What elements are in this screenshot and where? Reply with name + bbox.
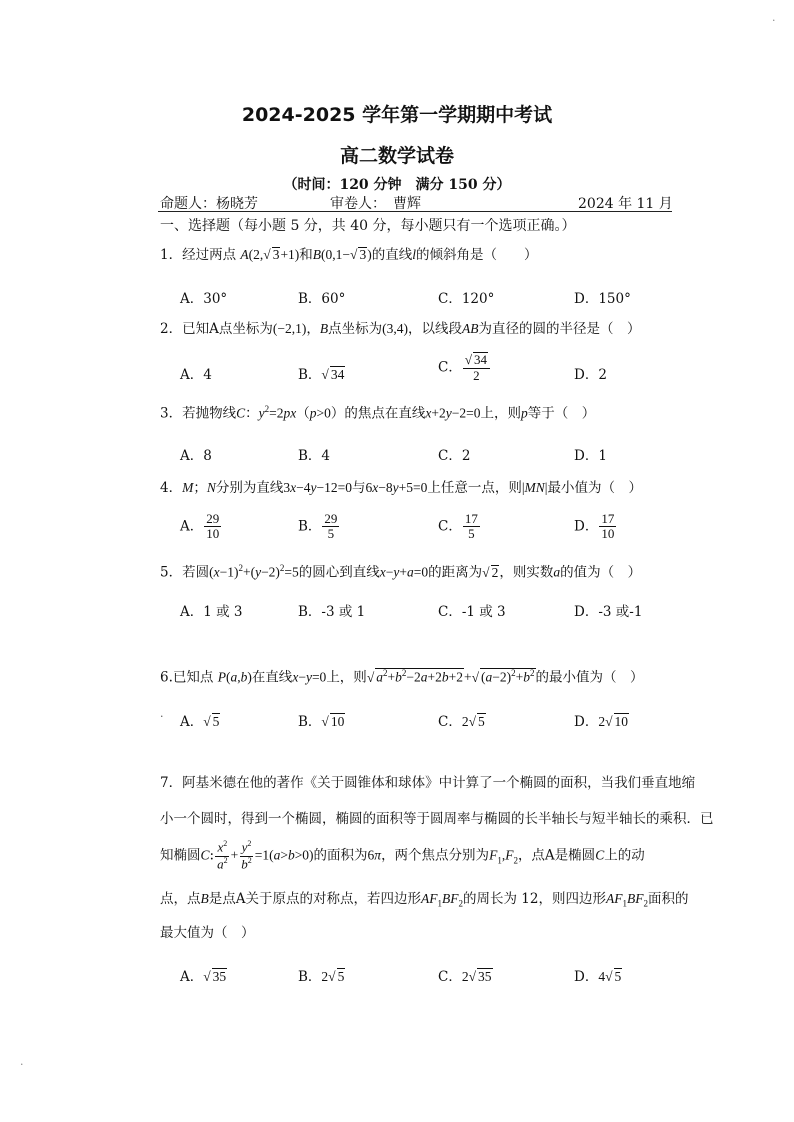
question-7-line-1: 7．阿基米德在他的著作《关于圆锥体和球体》中计算了一个椭圆的面积，当我们垂直地缩 [160, 775, 696, 791]
option-b: B．√ 34 [298, 363, 345, 383]
option-d: D．2 [574, 367, 607, 383]
author-label: 命题人：杨晓芳 [160, 196, 258, 212]
question-7-line-2: 小一个圆时，得到一个椭圆，椭圆的面积等于圆周率与椭圆的长半轴长与短半轴长的乘积．已 [160, 811, 714, 827]
scan-dot: · [20, 1058, 24, 1071]
time-info: （时间：120 分钟 满分 150 分） [283, 177, 511, 193]
option-c: C．2√ 35 [438, 965, 493, 985]
question-4: 4．M；N分别为直线3x−4y−12=0与6x−8y+5=0上任意一点，则|MN|最小值为（ ） [160, 480, 642, 496]
option-c: C． √ $\frac{34}{2}$ [438, 352, 491, 384]
question-7-line-5: 最大值为（ ） [160, 925, 255, 941]
question-number: 1． [160, 247, 183, 263]
header-rule [158, 211, 672, 212]
question-5: 5．若圆$(x-1)^2+(y-2)^2=5$的圆心到直线x−y+a=0的距离为√ 2，则实数a的值为（ ） [160, 564, 641, 580]
option-d: D．4√ 5 [574, 965, 622, 985]
option-c: C．2 [438, 448, 471, 464]
option-c: C． $\frac{17}{5}$ [438, 511, 478, 542]
scan-dot: · [160, 710, 164, 723]
option-b: B．√ 10 [298, 710, 345, 730]
question-1: 1．经过两点 A(2,√ 3+1)和B(0,1−√ 3)的直线l的倾斜角是（ ） [160, 247, 537, 263]
section-heading: 一、选择题（每小题 5 分，共 40 分，每小题只有一个选项正确。） [160, 218, 576, 234]
option-d: D． $\frac{17}{10}$ [574, 511, 615, 542]
option-b: B．4 [298, 448, 331, 464]
option-c: C．-1 或 3 [438, 604, 506, 620]
option-b: B．-3 或 1 [298, 604, 366, 620]
question-2: 2．已知A点坐标为(−2,1)，B点坐标为(3,4)，以线段AB为直径的圆的半径是（ ） [160, 321, 641, 337]
option-c: C．2√ 5 [438, 710, 486, 730]
option-d: D．-3 或-1 [574, 604, 643, 620]
option-a: A． $\frac{29}{10}$ [180, 511, 220, 542]
option-b: B．2√ 5 [298, 965, 345, 985]
option-d: D．150° [574, 291, 631, 307]
reviewer-label: 审卷人： 曹辉 [330, 196, 421, 212]
scan-dot: · [772, 14, 776, 27]
option-b: B． $\frac{29}{5}$ [298, 511, 338, 542]
question-3: 3．若抛物线C：$y^2=2px(p>0)$的焦点在直线x+2y−2=0上，则p等于（ ） [160, 404, 596, 422]
option-a: A．√ 35 [180, 965, 227, 985]
option-a: A．1 或 3 [180, 604, 243, 620]
option-b: B．60° [298, 291, 346, 307]
exam-subtitle: 高二数学试卷 [339, 145, 454, 167]
option-a: A．√ 5 [180, 710, 220, 730]
question-6: 6.已知点 P(a,b)在直线x−y=0上，则√ $a^2+b^2-2a+2b+2+√$ $(a-2)^2+b^2$的最小值为（ ） [160, 668, 644, 685]
exam-title: 2024-2025 学年第一学期期中考试 [241, 104, 553, 126]
option-d: D．1 [574, 448, 607, 464]
option-d: D．2√ 10 [574, 710, 629, 730]
question-7-line-4: 点，点B是点A关于原点的对称点，若四边形$AF_1BF_2$的周长为 12，则四边形$AF_1BF_2$面积的 [160, 891, 689, 909]
exam-date: 2024 年 11 月 [578, 196, 673, 212]
option-a: A．4 [180, 367, 212, 383]
question-7-line-3: 知椭圆C: $\frac{x^2}{a^2}$ + $\frac{y^2}{b^2}$ =1(a>b>0)的面积为6π，两个焦点分别为$F_1,F_2$，点A是椭圆C上的动 [160, 839, 645, 871]
option-a: A．8 [180, 448, 212, 464]
option-a: A．30° [180, 291, 228, 307]
option-c: C．120° [438, 291, 495, 307]
